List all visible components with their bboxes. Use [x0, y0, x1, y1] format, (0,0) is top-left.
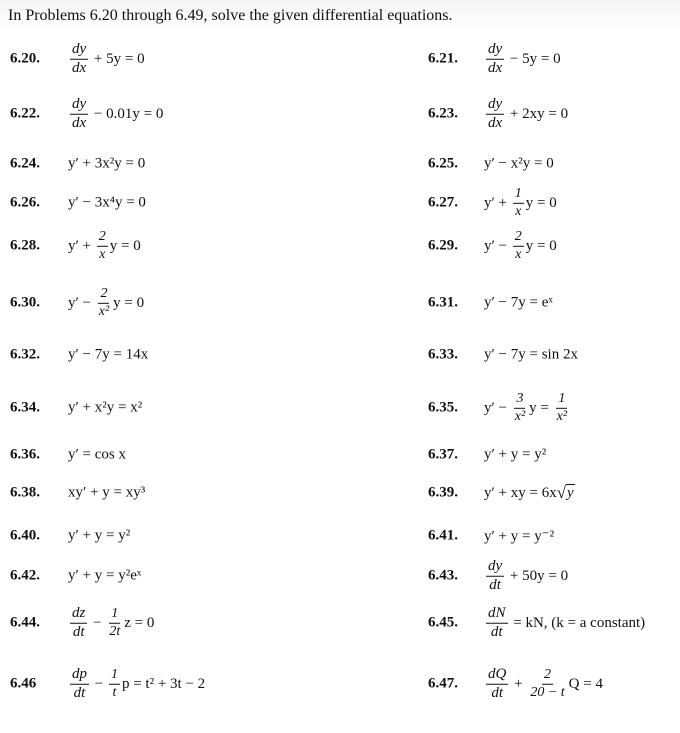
denominator: dx [488, 114, 503, 131]
problem-p631 [428, 283, 678, 323]
numerator: 2 [542, 668, 553, 685]
problem-p645 [428, 603, 678, 643]
numerator: 1 [513, 187, 524, 204]
problem-number: 6.32. [10, 346, 40, 363]
numerator: 1 [109, 668, 120, 685]
equation-rhs: + 2xy = 0 [506, 105, 569, 122]
problem-number: 6.29. [428, 237, 458, 254]
equation-middle: y = [529, 399, 553, 416]
denominator: t [112, 684, 117, 700]
equation [484, 42, 561, 77]
equation [484, 483, 575, 503]
problem-number: 6.47. [428, 675, 458, 692]
fraction [70, 667, 89, 702]
numerator: dz [70, 606, 87, 624]
problem-number: 6.25. [428, 155, 458, 172]
equation-rhs: p = t² + 3t − 2 [121, 675, 206, 692]
problem-p638 [10, 473, 410, 513]
problem-p647 [428, 664, 678, 704]
equation-rhs: y = 0 [113, 294, 145, 311]
equation-rhs: − 5y = 0 [506, 50, 561, 67]
problem-number: 6.44. [10, 614, 40, 631]
equation [68, 667, 205, 702]
equation [484, 156, 554, 173]
equation-lhs: y′ − [68, 294, 95, 311]
equation [68, 400, 142, 417]
denominator: dx [72, 114, 87, 131]
fraction [486, 667, 508, 702]
denominator: 2t [109, 623, 121, 639]
fraction [109, 668, 120, 700]
numerator: 2 [97, 230, 108, 247]
problem-p636 [10, 435, 410, 475]
numerator: 1 [556, 392, 567, 409]
problem-number: 6.26. [10, 194, 40, 211]
problem-p633 [428, 335, 678, 375]
problem-number: 6.31. [428, 294, 458, 311]
equation-rhs: y = 0 [525, 194, 557, 211]
equation [68, 42, 145, 77]
equation-middle: − [91, 675, 107, 692]
numerator: 2 [513, 230, 524, 247]
equation-text: y′ + y = y⁻² [484, 528, 555, 545]
numerator: dy [486, 97, 504, 115]
problem-p640 [10, 516, 410, 556]
equation [68, 528, 130, 545]
equation [484, 447, 546, 464]
equation-rhs: − 0.01y = 0 [90, 105, 164, 122]
fraction [97, 287, 111, 319]
equation-rhs: y = 0 [109, 237, 141, 254]
equation [484, 667, 603, 702]
problem-number: 6.36. [10, 446, 40, 463]
problem-number: 6.20. [10, 50, 40, 67]
denominator: x [515, 203, 522, 219]
problem-p641 [428, 516, 678, 556]
equation-lhs: y′ − [484, 399, 511, 416]
problem-number: 6.33. [428, 346, 458, 363]
problem-number: 6.38. [10, 484, 40, 501]
problem-number: 6.27. [428, 194, 458, 211]
equation [68, 568, 141, 585]
problem-p620 [10, 39, 410, 79]
denominator: dx [488, 59, 503, 76]
fraction [528, 668, 566, 700]
fraction [70, 97, 88, 132]
problem-number: 6.28. [10, 237, 40, 254]
numerator: 1 [109, 607, 120, 624]
problem-number: 6.42. [10, 567, 40, 584]
square-root: y [567, 485, 574, 502]
problem-p632 [10, 335, 410, 375]
problem-number: 6.22. [10, 105, 40, 122]
equation-text: xy′ + y = xy³ [68, 484, 146, 501]
problem-p624 [10, 144, 410, 184]
denominator: x² [514, 408, 526, 424]
equation [68, 347, 148, 364]
problem-number: 6.30. [10, 294, 40, 311]
equation [484, 347, 578, 364]
problem-p628 [10, 226, 410, 266]
problem-p644 [10, 603, 410, 643]
equation [484, 527, 554, 546]
equation-lhs: y′ + [68, 237, 95, 254]
numerator: dN [486, 606, 508, 624]
problem-number: 6.35. [428, 399, 458, 416]
fraction [486, 42, 504, 77]
equation-rhs: z = 0 [124, 614, 155, 631]
equation-middle: + [510, 675, 527, 692]
denominator: dx [72, 59, 87, 76]
equation [484, 392, 571, 424]
equation [484, 295, 553, 312]
problem-number: 6.45. [428, 614, 458, 631]
equation-text: y′ − 7y = 14x [68, 346, 149, 363]
numerator: dQ [486, 667, 508, 685]
denominator: x² [98, 303, 110, 319]
problem-p623 [428, 94, 678, 134]
denominator: dt [491, 684, 503, 701]
problem-p642 [10, 556, 410, 596]
equation [68, 97, 163, 132]
denominator: dt [489, 576, 501, 593]
problem-p629 [428, 226, 678, 266]
numerator: 2 [98, 287, 109, 304]
equation [68, 606, 154, 641]
equation-text: y′ + x²y = x² [68, 399, 143, 416]
fraction [70, 42, 88, 77]
denominator: dt [490, 623, 503, 640]
denominator: 20 − t [530, 684, 565, 700]
problem-number: 6.24. [10, 155, 40, 172]
fraction [97, 230, 108, 262]
problem-number: 6.40. [10, 527, 40, 544]
equation-rhs: + 50y = 0 [506, 567, 569, 584]
equation [68, 485, 145, 502]
problem-p646 [10, 664, 410, 704]
problem-p622 [10, 94, 410, 134]
problem-number: 6.41. [428, 527, 458, 544]
problem-p643 [428, 556, 678, 596]
problem-p625 [428, 144, 678, 184]
problem-p637 [428, 435, 678, 475]
equation [484, 187, 557, 219]
denominator: x [515, 246, 522, 262]
problem-number: 6.23. [428, 105, 458, 122]
equation-lhs: y′ − [484, 237, 511, 254]
fraction [513, 392, 527, 424]
equation-text: y′ + y = y² [68, 527, 131, 544]
numerator: dp [70, 667, 89, 685]
numerator: dy [70, 97, 88, 115]
problem-p626 [10, 183, 410, 223]
problem-number: 6.21. [428, 50, 458, 67]
equation-text: y′ + 3x²y = 0 [68, 155, 146, 172]
equation [484, 606, 645, 641]
equation-middle: − [89, 614, 106, 631]
fraction [555, 392, 569, 424]
equation [68, 447, 126, 464]
equation-rhs: = kN, (k = a constant) [509, 614, 646, 631]
equation-lhs: y′ + [484, 194, 511, 211]
equation [484, 559, 568, 594]
fraction [486, 606, 508, 641]
fraction [513, 230, 524, 262]
problem-number: 6.39. [428, 484, 458, 501]
fraction [486, 97, 504, 132]
numerator: dy [486, 559, 504, 577]
equation [68, 156, 145, 173]
problem-number: 6.37. [428, 446, 458, 463]
denominator: dt [72, 623, 85, 640]
problem-number: 6.46 [10, 675, 37, 692]
equation-rhs: + 5y = 0 [90, 50, 145, 67]
fraction [70, 606, 87, 641]
equation-rhs: Q = 4 [568, 675, 603, 692]
equation-text: y′ − 7y = sin 2x [484, 346, 578, 363]
problem-p621 [428, 39, 678, 79]
equation-text: y′ = cos x [68, 446, 126, 463]
equation-text: y′ + y = y² [484, 446, 547, 463]
problem-p635 [428, 388, 678, 428]
denominator: x² [556, 408, 568, 424]
equation [484, 230, 557, 262]
denominator: dt [73, 684, 86, 701]
fraction [486, 559, 504, 594]
equation-text: y′ − 7y = eˣ [484, 294, 553, 311]
page-header [0, 0, 680, 30]
equation-text: y′ − 3x⁴y = 0 [68, 194, 146, 211]
problem-p639 [428, 473, 678, 513]
radical-sign: √ [556, 483, 567, 502]
equation-text: y′ − x²y = 0 [484, 155, 554, 172]
equation [484, 97, 568, 132]
problem-p627 [428, 183, 678, 223]
equation-rhs: y = 0 [525, 237, 557, 254]
denominator: x [99, 246, 106, 262]
equation-text: y′ + y = y²eˣ [68, 567, 142, 584]
equation [68, 195, 146, 212]
instructions-text: In Problems 6.20 through 6.49, solve the given differential equations. [8, 7, 453, 24]
problem-p630 [10, 283, 410, 323]
numerator: dy [70, 42, 88, 60]
fraction [513, 187, 524, 219]
fraction [107, 607, 122, 639]
numerator: dy [486, 42, 504, 60]
problem-p634 [10, 388, 410, 428]
numerator: 3 [514, 392, 525, 409]
problem-number: 6.43. [428, 567, 458, 584]
problem-number: 6.34. [10, 399, 40, 416]
equation [68, 287, 144, 319]
equation [68, 230, 141, 262]
equation-lhs: y′ + xy = 6x [484, 484, 557, 501]
